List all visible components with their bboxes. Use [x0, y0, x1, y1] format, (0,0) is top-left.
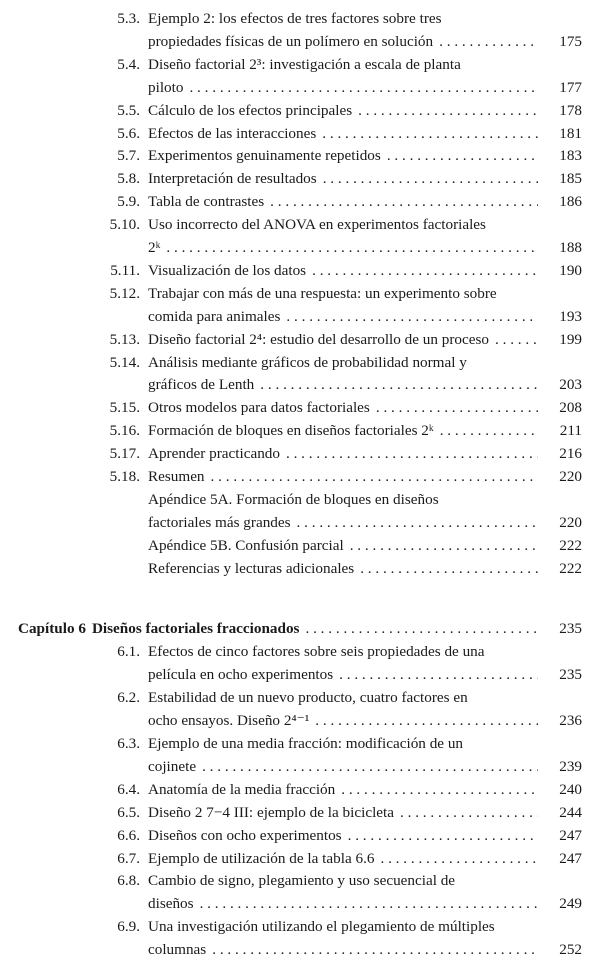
entry-title-line: columnas — [148, 941, 207, 959]
toc-entry-link[interactable] — [148, 237, 582, 259]
leader-dots — [286, 306, 538, 328]
toc-entry-text — [148, 8, 582, 30]
entry-number: 5.16. — [109, 422, 140, 440]
entry-number: 5.6. — [117, 124, 140, 142]
leader-dots — [350, 535, 538, 557]
page-number: 244 — [559, 803, 582, 821]
page-number: 177 — [559, 78, 582, 96]
page-number: 236 — [559, 712, 582, 730]
entry-title-line: Apéndice 5B. Confusión parcial — [148, 536, 344, 554]
entry-title-line: Estabilidad de un nuevo producto, cuatro factores en — [148, 689, 468, 707]
page-number: 190 — [559, 261, 582, 279]
leader-dots — [202, 756, 538, 778]
toc-entry-link[interactable] — [148, 466, 582, 488]
entry-number: 6.6. — [117, 826, 140, 844]
entry-number: 5.15. — [109, 399, 140, 417]
entry-title-line: Diseño factorial 2⁴: estudio del desarrollo de un proceso — [148, 330, 490, 348]
toc-entry-link[interactable] — [148, 893, 582, 915]
entry-title-line: ocho ensayos. Diseño 2⁴⁻¹ — [148, 712, 310, 730]
entry-title-line: Referencias y lecturas adicionales — [148, 559, 355, 577]
toc-entry-link[interactable] — [148, 145, 582, 167]
entry-title-line: Formación de bloques en diseños factoriales 2ᵏ — [148, 422, 434, 440]
entry-number — [0, 558, 140, 580]
entry-number: 5.11. — [110, 261, 140, 279]
leader-dots — [358, 100, 538, 122]
entry-title-line: gráficos de Lenth — [148, 376, 255, 394]
leader-dots — [189, 77, 538, 99]
entry-number: 5.14. — [109, 353, 140, 371]
entry-title-line: Efectos de las interacciones — [148, 124, 317, 142]
entry-title-line: diseños — [148, 895, 194, 913]
entry-number: 6.7. — [117, 849, 140, 867]
entry-title-line: cojinete — [148, 757, 197, 775]
entry-title-line: Visualización de los datos — [148, 261, 307, 279]
entry-number: 5.3. — [117, 10, 140, 27]
page-number: 247 — [559, 849, 582, 867]
leader-dots — [297, 512, 538, 534]
entry-title-line: Trabajar con más de una respuesta: un experimento sobre — [148, 284, 497, 302]
page-number: 193 — [559, 307, 582, 325]
entry-title-line: Una investigación utilizando el plegamiento de múltiples — [148, 918, 495, 936]
leader-dots — [376, 397, 538, 419]
leader-dots — [305, 618, 538, 640]
entry-title-line: Interpretación de resultados — [148, 170, 317, 188]
leader-dots — [400, 802, 538, 824]
page-number: 220 — [559, 468, 582, 485]
entry-number: 6.3. — [117, 735, 140, 752]
toc-entry-link[interactable] — [148, 848, 582, 870]
entry-number: 6.2. — [117, 689, 140, 707]
leader-dots — [360, 558, 538, 580]
page-number: 203 — [559, 376, 582, 394]
leader-dots — [339, 664, 538, 686]
entry-title-line: película en ocho experimentos — [148, 666, 334, 684]
entry-title-line: Diseño factorial 2³: investigación a escala de planta — [148, 55, 461, 73]
entry-title-line: Uso incorrecto del ANOVA en experimentos factoriales — [148, 216, 486, 234]
chapter-label: Capítulo 6 — [18, 619, 86, 637]
toc-entry-link[interactable] — [148, 779, 582, 801]
page-number: 222 — [559, 536, 582, 554]
page-number: 185 — [559, 170, 582, 188]
chapter-heading[interactable] — [18, 618, 582, 640]
entry-number: 6.9. — [117, 918, 140, 936]
entry-title-line: Aprender practicando — [148, 445, 280, 463]
page-number: 183 — [559, 147, 582, 165]
toc-entry-link[interactable] — [148, 260, 582, 282]
toc-entry-link[interactable] — [148, 123, 582, 145]
entry-title-line: Diseños con ocho experimentos — [148, 826, 342, 844]
toc-entry-link[interactable] — [148, 329, 582, 351]
leader-dots — [323, 168, 538, 190]
entry-title-line: Otros modelos para datos factoriales — [148, 399, 370, 417]
entry-title-line: Análisis mediante gráficos de probabilidad normal y — [148, 353, 467, 371]
leader-dots — [211, 466, 538, 488]
leader-dots — [380, 848, 538, 870]
entry-title-line: Diseño 2 7−4 III: ejemplo de la bicicleta — [148, 803, 394, 821]
entry-title-line: Anatomía de la media fracción — [148, 780, 336, 798]
page-number: 188 — [559, 239, 582, 256]
page-number: 175 — [559, 32, 582, 50]
leader-dots — [387, 145, 538, 167]
entry-number — [0, 489, 140, 511]
leader-dots — [322, 123, 538, 145]
entry-number: 5.13. — [109, 330, 140, 348]
toc-entry-text — [148, 687, 582, 709]
entry-number: 6.1. — [117, 643, 140, 661]
leader-dots — [312, 260, 538, 282]
entry-title-line: piloto — [148, 78, 184, 96]
leader-dots — [341, 779, 538, 801]
entry-title-line: comida para animales — [148, 307, 281, 325]
leader-dots — [166, 237, 538, 259]
page-number: 186 — [559, 193, 582, 211]
page-number: 240 — [559, 780, 582, 798]
toc-entry-link[interactable] — [148, 710, 582, 732]
toc-entry-link[interactable] — [148, 420, 582, 442]
page-number: 247 — [559, 826, 582, 844]
toc-entry-text — [148, 489, 582, 511]
toc-entry-link[interactable] — [148, 306, 582, 328]
toc-entry-text — [148, 641, 582, 663]
entry-number: 5.10. — [109, 216, 140, 234]
toc-entry-link[interactable] — [148, 558, 582, 580]
toc-entry-link[interactable] — [148, 512, 582, 534]
entry-title-line: Experimentos genuinamente repetidos — [148, 147, 381, 165]
toc-entry-link[interactable] — [148, 100, 582, 122]
toc-entry-link[interactable] — [148, 31, 582, 53]
page-number: 239 — [559, 757, 582, 775]
page-number: 199 — [559, 330, 582, 348]
toc-entry-link[interactable] — [148, 756, 582, 778]
entry-number — [0, 535, 140, 557]
toc-entry-text — [148, 283, 582, 305]
leader-dots — [315, 710, 538, 732]
leader-dots — [348, 825, 538, 847]
entry-number: 5.4. — [117, 55, 140, 73]
entry-number: 5.5. — [117, 101, 140, 119]
toc-entry-text — [148, 916, 582, 938]
page-number: 181 — [559, 124, 582, 142]
entry-number: 6.8. — [117, 872, 140, 890]
entry-title-line: Ejemplo de una media fracción: modificación de un — [148, 735, 464, 752]
toc-entry-link[interactable] — [148, 664, 582, 686]
toc-entry-link[interactable] — [148, 374, 582, 396]
chapter-title: Diseños factoriales fraccionados — [91, 619, 300, 637]
toc-entry-link[interactable] — [148, 191, 582, 213]
entry-title-line: Resumen — [148, 468, 205, 485]
toc-entry-link[interactable] — [148, 825, 582, 847]
entry-title-line: factoriales más grandes — [148, 513, 291, 531]
toc-entry-text — [148, 733, 582, 755]
leader-dots — [212, 939, 538, 961]
page-number: 178 — [559, 101, 582, 119]
leader-dots — [495, 329, 538, 351]
page-number: 220 — [559, 513, 582, 531]
page-number: 249 — [559, 895, 582, 913]
page-number: 235 — [559, 666, 582, 684]
toc-entry-link[interactable] — [148, 802, 582, 824]
entry-title-line: Tabla de contrastes — [148, 193, 265, 211]
entry-title-line: Cálculo de los efectos principales — [148, 101, 353, 119]
entry-title-line: propiedades físicas de un polímero en solución — [148, 32, 434, 50]
entry-title-line: Cambio de signo, plegamiento y uso secuencial de — [148, 872, 456, 890]
toc-entry-text — [148, 870, 582, 892]
page-number: 211 — [559, 422, 582, 440]
entry-title-line: Efectos de cinco factores sobre seis propiedades de una — [148, 643, 485, 661]
leader-dots — [440, 420, 538, 442]
entry-title-line: Ejemplo 2: los efectos de tres factores sobre tres — [148, 10, 442, 27]
entry-number: 5.7. — [117, 147, 140, 165]
toc-entry-text — [148, 54, 582, 76]
leader-dots — [439, 31, 538, 53]
entry-title-line: 2ᵏ — [148, 239, 161, 256]
page-number: 222 — [559, 559, 582, 577]
entry-number: 5.8. — [117, 170, 140, 188]
page-number: 252 — [559, 941, 582, 959]
toc-entry-link[interactable] — [148, 397, 582, 419]
leader-dots — [286, 443, 538, 465]
toc-entry-text — [148, 214, 582, 236]
entry-number: 5.12. — [109, 284, 140, 302]
entry-number: 6.4. — [117, 780, 140, 798]
toc-entry-link[interactable] — [148, 168, 582, 190]
entry-number: 5.18. — [109, 468, 140, 485]
toc-entry-link[interactable] — [148, 939, 582, 961]
entry-title-line: Apéndice 5A. Formación de bloques en diseños — [148, 490, 439, 508]
page-number: 216 — [559, 445, 582, 463]
toc-entry-text — [148, 352, 582, 374]
page-number: 208 — [559, 399, 582, 417]
toc-entry-link[interactable] — [148, 77, 582, 99]
entry-title-line: Ejemplo de utilización de la tabla 6.6 — [148, 849, 375, 867]
leader-dots — [260, 374, 538, 396]
toc-entry-link[interactable] — [148, 535, 582, 557]
entry-number: 5.17. — [109, 445, 140, 463]
toc-entry-link[interactable] — [148, 443, 582, 465]
leader-dots — [200, 893, 538, 915]
page-number: 235 — [559, 619, 582, 637]
leader-dots — [270, 191, 538, 213]
entry-number: 5.9. — [117, 193, 140, 211]
entry-number: 6.5. — [117, 803, 140, 821]
